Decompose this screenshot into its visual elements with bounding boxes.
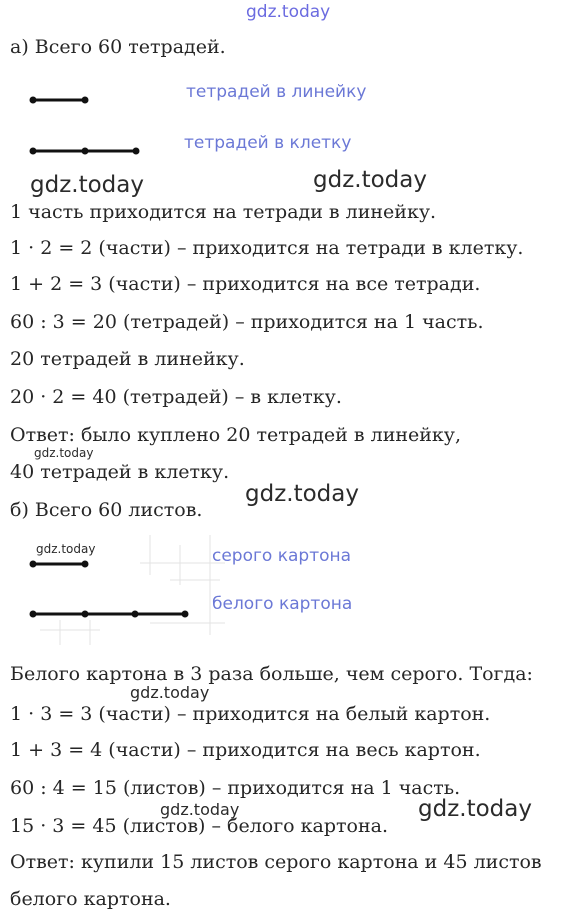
- part-a-title: а) Всего 60 тетрадей.: [10, 36, 226, 58]
- part-b-answer-1: Ответ: купили 15 листов серого картона и 45 листов: [10, 851, 542, 873]
- label-white-cardboard: белого картона: [212, 594, 353, 614]
- part-a-line-3: 1 + 2 = 3 (части) – приходится на все тетради.: [10, 273, 481, 295]
- segment-gray-cardboard: [30, 558, 90, 570]
- part-a-line-4: 60 : 3 = 20 (тетрадей) – приходится на 1 часть.: [10, 311, 484, 333]
- part-b-answer-2: белого картона.: [10, 888, 171, 910]
- watermark: gdz.today: [160, 800, 240, 819]
- part-b-line-2: 1 · 3 = 3 (части) – приходится на белый картон.: [10, 703, 491, 725]
- segment-white-cardboard: [30, 608, 190, 620]
- label-squared-notebooks: тетрадей в клетку: [184, 133, 352, 153]
- watermark-top: gdz.today: [246, 2, 331, 22]
- watermark: gdz.today: [418, 796, 532, 822]
- part-a-answer-2: 40 тетрадей в клетку.: [10, 461, 230, 483]
- watermark: gdz.today: [313, 167, 427, 193]
- label-gray-cardboard: серого картона: [212, 546, 352, 566]
- part-a-line-1: 1 часть приходится на тетради в линейку.: [10, 201, 437, 223]
- watermark: gdz.today: [36, 542, 96, 556]
- segment-squared-notebooks: [30, 145, 140, 157]
- part-a-line-5: 20 тетрадей в линейку.: [10, 348, 245, 370]
- segment-lined-notebooks: [30, 94, 90, 106]
- watermark: gdz.today: [34, 446, 94, 460]
- part-a-line-2: 1 · 2 = 2 (части) – приходится на тетради в клетку.: [10, 237, 524, 259]
- part-b-line-4: 60 : 4 = 15 (листов) – приходится на 1 часть.: [10, 777, 461, 799]
- part-b-line-1: Белого картона в 3 раза больше, чем серого. Тогда:: [10, 663, 533, 685]
- watermark: gdz.today: [130, 683, 210, 702]
- part-a-line-6: 20 · 2 = 40 (тетрадей) – в клетку.: [10, 386, 342, 408]
- watermark: gdz.today: [30, 172, 144, 198]
- watermark: gdz.today: [245, 481, 359, 507]
- label-lined-notebooks: тетрадей в линейку: [186, 82, 367, 102]
- part-b-line-5: 15 · 3 = 45 (листов) – белого картона.: [10, 815, 388, 837]
- part-a-answer-1: Ответ: было куплено 20 тетрадей в линейку,: [10, 424, 462, 446]
- part-b-line-3: 1 + 3 = 4 (части) – приходится на весь картон.: [10, 739, 481, 761]
- part-b-title: б) Всего 60 листов.: [10, 499, 203, 521]
